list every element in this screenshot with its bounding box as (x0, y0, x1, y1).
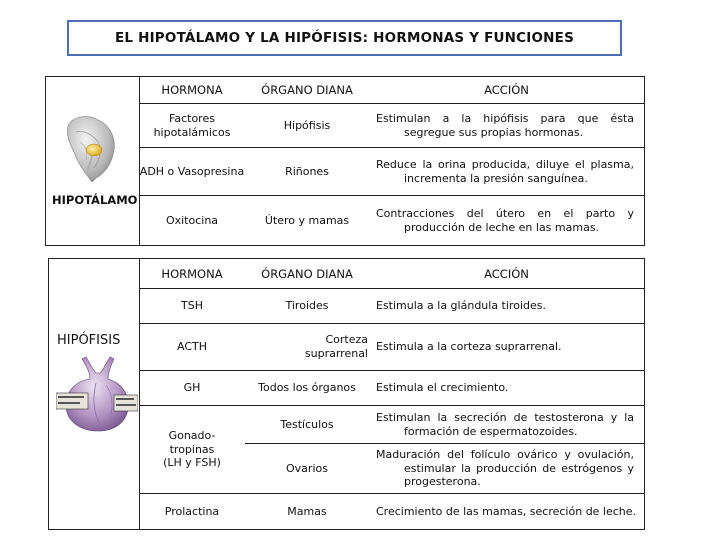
action-text: Estimula a la corteza suprarrenal. (376, 340, 562, 354)
header-hormone: HORMONA (161, 266, 223, 281)
target-cell: Todos los órganos (258, 381, 356, 395)
action-cell (376, 289, 634, 323)
hormone-cell: Factores hipotalámicos (153, 111, 231, 139)
hormone-cell: Gonado-tropinas (LH y FSH) (163, 428, 221, 470)
page-title: EL HIPOTÁLAMO Y LA HIPÓFISIS: HORMONAS Y FUNCIONES (114, 30, 575, 46)
action-text: Estimula el crecimiento. (376, 381, 509, 395)
action-text: Reduce la orina producida, diluye el plasma, incrementa la presión sanguínea. (376, 157, 634, 185)
target-cell: Mamas (287, 504, 327, 518)
action-text: Estimulan a la hipófisis para que ésta segregue sus propias hormonas. (376, 111, 634, 139)
hormone-cell: Prolactina (164, 504, 220, 518)
action-cell (376, 148, 634, 195)
action-cell (376, 196, 634, 245)
target-cell: Riñones (285, 164, 329, 178)
action-text: Estimulan la secreción de testosterona y la formación de espermatozoides. (376, 410, 634, 438)
table-border (644, 258, 645, 530)
table-border (48, 258, 49, 530)
hormone-cell: Oxitocina (165, 213, 219, 227)
table-border (45, 76, 645, 77)
target-cell: Corteza suprarrenal (304, 333, 368, 360)
action-text: Contracciones del útero en el parto y producción de leche en las mamas. (376, 206, 634, 234)
action-text: Maduración del folículo ovárico y ovulación, estimular la producción de estrógenos y progesterona. (376, 447, 634, 489)
pituitary-label: HIPÓFISIS (57, 333, 121, 348)
hormone-cell: GH (183, 381, 201, 395)
action-cell (376, 406, 634, 443)
hypothalamus-label: HIPOTÁLAMO (52, 193, 138, 207)
hormone-cell: ACTH (176, 340, 207, 354)
table-border (45, 245, 645, 246)
header-target: ÓRGANO DIANA (261, 83, 353, 98)
hormone-cell: ADH o Vasopresina (139, 164, 245, 178)
target-cell: Útero y mamas (264, 213, 350, 227)
table-border (45, 76, 46, 246)
header-action: ACCIÓN (484, 266, 529, 281)
pituitary-illustration (56, 355, 138, 433)
target-cell: Hipófisis (283, 118, 331, 132)
action-cell (376, 104, 634, 147)
hypothalamus-illustration (62, 112, 122, 184)
action-cell (376, 444, 634, 493)
action-cell (376, 494, 638, 529)
action-cell (376, 371, 634, 405)
title-box (67, 20, 622, 56)
table-border (644, 76, 645, 246)
target-cell: Tiroides (285, 299, 329, 313)
target-cell: Testículos (280, 417, 334, 431)
action-cell (376, 324, 634, 370)
action-text: Crecimiento de las mamas, secreción de leche. (376, 504, 637, 518)
action-text: Estimula a la glándula tiroides. (376, 299, 546, 313)
target-cell: Ovarios (286, 461, 328, 475)
table-border (48, 258, 645, 259)
header-action: ACCIÓN (484, 83, 529, 98)
table-border (48, 529, 645, 530)
hormone-cell: TSH (181, 299, 203, 313)
header-hormone: HORMONA (161, 83, 223, 98)
header-target: ÓRGANO DIANA (261, 266, 353, 281)
